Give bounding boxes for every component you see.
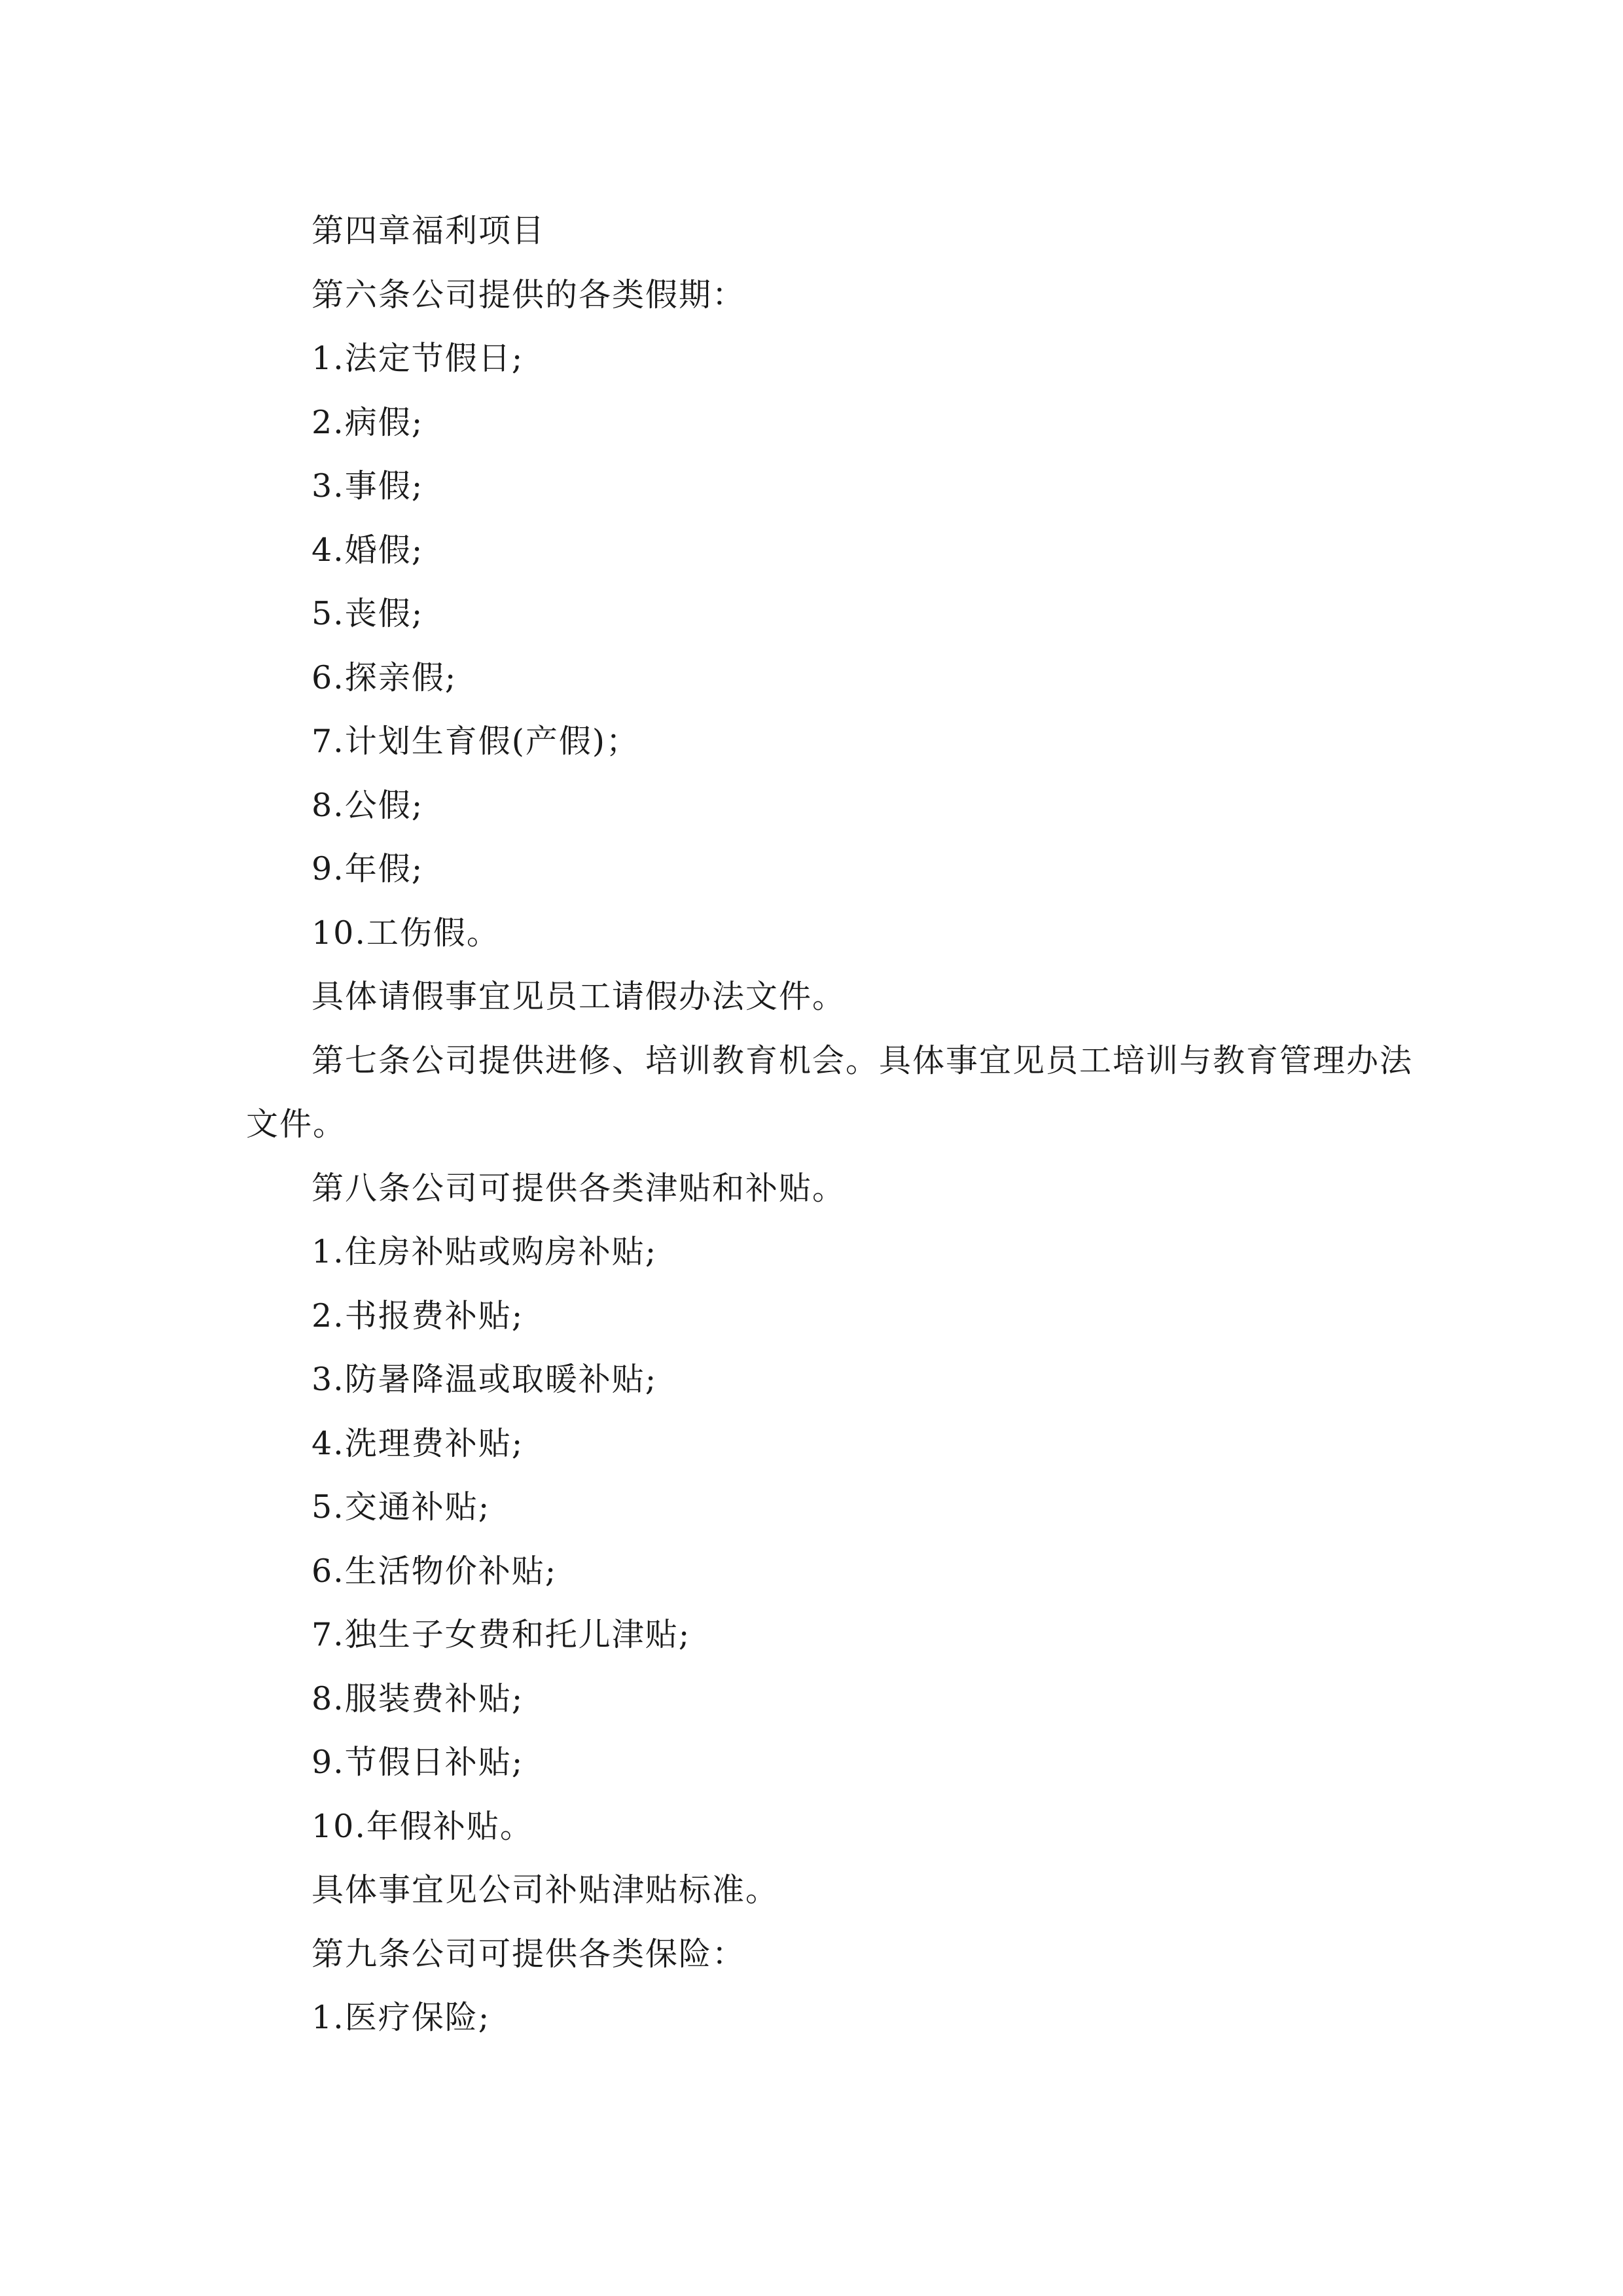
- list-item: 7.计划生育假(产假)；: [312, 723, 639, 760]
- list-item: 7.独生子女费和托儿津贴;: [312, 1616, 691, 1653]
- list-item: 3.防暑降温或取暖补贴;: [312, 1361, 658, 1398]
- list-item: 2.书报费补贴;: [312, 1297, 524, 1335]
- article-8-heading: 第八条公司可提供各类津贴和补贴。: [312, 1169, 846, 1207]
- list-item: 6.生活物价补贴;: [312, 1552, 558, 1590]
- article-7-line-1: 第七条公司提供进修、培训教育机会。具体事宜见员工培训与教育管理办法: [312, 1041, 1414, 1079]
- list-item: 10.工伤假。: [312, 914, 500, 952]
- list-item: 4.婚假;: [312, 531, 424, 569]
- article-6-note: 具体请假事宜见员工请假办法文件。: [312, 978, 846, 1015]
- list-item: 3.事假;: [312, 467, 424, 505]
- list-item: 1.法定节假日;: [312, 340, 524, 377]
- list-item: 4.洗理费补贴;: [312, 1424, 524, 1462]
- list-item: 8.服装费补贴;: [312, 1679, 524, 1717]
- list-item: 9.节假日补贴;: [312, 1744, 524, 1781]
- list-item: 8.公假;: [312, 786, 424, 824]
- list-item: 10.年假补贴。: [312, 1807, 533, 1845]
- list-item: 5.丧假;: [312, 595, 424, 632]
- list-item: 6.探亲假;: [312, 658, 457, 696]
- article-9-heading: 第九条公司可提供各类保险：: [312, 1935, 746, 1973]
- list-item: 9.年假;: [312, 850, 424, 888]
- article-7-line-2: 文件。: [246, 1105, 347, 1143]
- chapter-title: 第四章福利项目: [312, 212, 546, 249]
- list-item: 1.住房补贴或购房补贴;: [312, 1233, 658, 1270]
- article-8-note: 具体事宜见公司补贴津贴标准。: [312, 1871, 779, 1909]
- list-item: 5.交通补贴;: [312, 1488, 491, 1526]
- list-item: 2.病假;: [312, 403, 424, 441]
- list-item: 1.医疗保险;: [312, 1999, 491, 2036]
- article-6-heading: 第六条公司提供的各类假期：: [312, 276, 746, 314]
- document-body: [246, 199, 1414, 2050]
